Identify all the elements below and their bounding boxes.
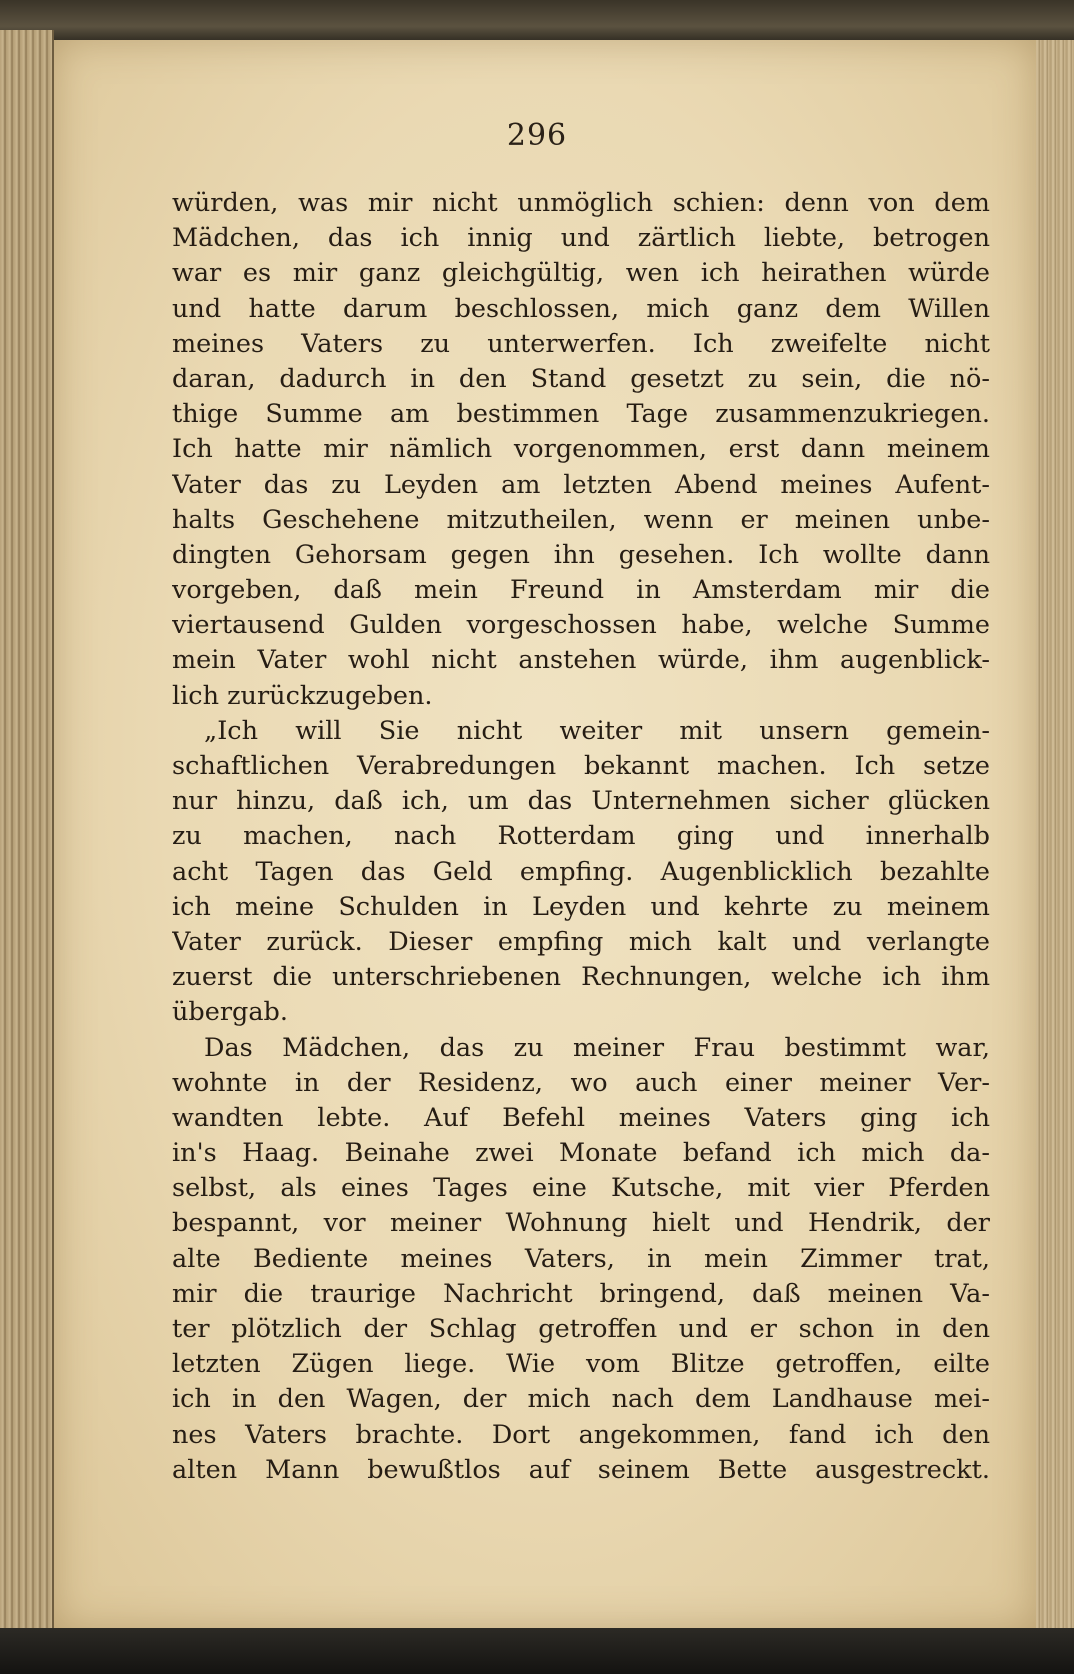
text-line: viertausend Gulden vorgeschossen habe, welche Summe [172,610,990,641]
text-line: thige Summe am bestimmen Tage zusammenzukriegen. [172,399,990,430]
text-line: lich zurückzugeben. [172,680,433,711]
right-page-edges [1032,40,1074,1640]
text-line: ich meine Schulden in Leyden und kehrte zu meinem [172,891,990,922]
text-line: selbst, als eines Tages eine Kutsche, mit vier Pferden [172,1173,990,1204]
text-line: in's Haag. Beinahe zwei Monate befand ich mich da- [172,1138,990,1169]
text-line: ter plötzlich der Schlag getroffen und er schon in den [172,1314,990,1344]
text-line: Vater zurück. Dieser empfing mich kalt und verlangte [172,926,990,957]
text-line: alte Bediente meines Vaters, in mein Zimmer trat, [172,1243,990,1274]
text-line: schaftlichen Verabredungen bekannt machen. Ich setze [172,751,990,781]
text-line: nur hinzu, daß ich, um das Unternehmen sicher glücken [172,786,990,817]
text-line: alten Mann bewußtlos auf seinem Bette ausgestreckt. [172,1454,990,1485]
text-line: übergab. [172,997,288,1028]
text-line: letzten Zügen liege. Wie vom Blitze getroffen, eilte [172,1349,990,1380]
book-spine-edge [0,0,1074,44]
body-text [172,186,990,1488]
text-line: acht Tagen das Geld empfing. Augenblicklich bezahlte [172,856,990,887]
page-number: 296 [506,118,568,153]
text-line: zu machen, nach Rotterdam ging und innerhalb [172,821,990,852]
text-line: halts Geschehene mitzutheilen, wenn er meinen unbe- [172,504,990,535]
text-line: nes Vaters brachte. Dort angekommen, fand ich den [172,1419,990,1450]
text-line: dingten Gehorsam gegen ihn gesehen. Ich wollte dann [172,539,990,570]
text-line: war es mir ganz gleichgültig, wen ich heirathen würde [172,258,990,289]
text-line: ich in den Wagen, der mich nach dem Landhause mei- [172,1384,990,1415]
text-line: wandten lebte. Auf Befehl meines Vaters ging ich [172,1102,990,1133]
text-line: „Ich will Sie nicht weiter mit unsern gemein- [204,715,990,746]
text-line: Vater das zu Leyden am letzten Abend meines Aufent- [172,469,990,500]
text-line: meines Vaters zu unterwerfen. Ich zweifelte nicht [172,328,990,359]
text-line: wohnte in der Residenz, wo auch einer meiner Ver- [172,1067,990,1098]
text-line: mein Vater wohl nicht anstehen würde, ihm augenblick- [172,645,990,676]
text-line: und hatte darum beschlossen, mich ganz dem Willen [172,293,990,324]
text-line: vorgeben, daß mein Freund in Amsterdam mir die [172,575,990,606]
text-line: Mädchen, das ich innig und zärtlich liebte, betrogen [172,223,990,254]
text-line: mir die traurige Nachricht bringend, daß meinen Va- [172,1278,990,1309]
text-line: bespannt, vor meiner Wohnung hielt und Hendrik, der [172,1208,990,1239]
text-line: zuerst die unterschriebenen Rechnungen, welche ich ihm [172,962,990,993]
text-line: Das Mädchen, das zu meiner Frau bestimmt war, [204,1032,990,1063]
bottom-edge [0,1628,1074,1674]
text-line: daran, dadurch in den Stand gesetzt zu sein, die nö- [172,363,990,394]
text-line: würden, was mir nicht unmöglich schien: denn von dem [172,188,990,218]
left-page-edges [0,30,54,1640]
text-line: Ich hatte mir nämlich vorgenommen, erst dann meinem [172,434,990,465]
